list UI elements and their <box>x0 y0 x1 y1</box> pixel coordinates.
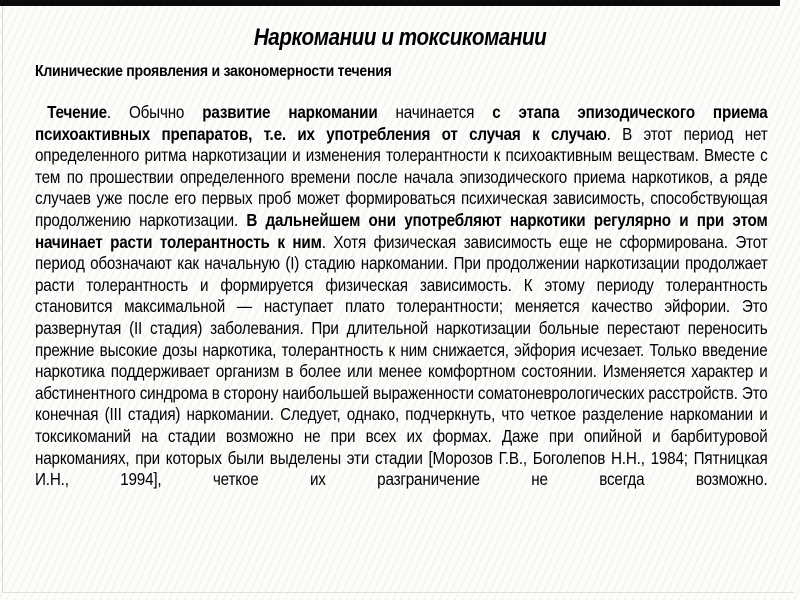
page-title <box>0 24 800 52</box>
page-title-text: Наркомании и токсикомании <box>253 24 547 51</box>
section-heading: Клинические проявления и закономерности течения <box>35 63 392 80</box>
paragraph-run: В дальнейшем они употребляют наркотики регулярно и при этом начинает расти толерантность к ним <box>35 209 768 252</box>
paragraph-run: с этапа эпизодического приема психоактивных препаратов, т.е. их употребления от случая к случаю <box>35 102 768 144</box>
bottom-edge-line <box>2 592 794 593</box>
paragraph-run: развитие наркомании <box>202 102 378 122</box>
paragraph-run: . В этот период нет определенного ритма наркотизации и изменения толерантности к психоактивным веществам. Вместе с тем по прошествии определенного времени после начала эпизодического приема наркотиков, а ряде случаев уже после его первых проб может формироваться психическая зависимость, способствующая продолжению наркотизации. <box>35 123 768 230</box>
paragraph-run: Течение <box>47 102 107 122</box>
top-border-bar <box>0 0 780 6</box>
left-edge-line <box>2 6 3 592</box>
paragraph-run: . Обычно <box>106 102 203 122</box>
paragraph-run: . Хотя физическая зависимость еще не сформирована. Этот период обозначают как начальную (I) стадию наркомании. При продолжении наркотизации продолжает расти толерантность и формируется физическая зависимость. К этому периоду толерантность становится максимальной — наступает плато толерантности; меняется качество эйфории. Это развернутая (II стадия) заболевания. При длительной наркотизации больные перестают переносить прежние высокие дозы наркотика, толерантность к ним снижается, эйфория исчезает. Только введение наркотика поддерживает организм в более или менее комфортном состоянии. Изменяется характер и абстинентного синдрома в сторону наибольшей выраженности соматоневрологических расстройств. Это конечная (III стадия) наркомании. Следует, однако, подчеркнуть, что четкое разделение наркомании и токсикоманий на стадии возможно не при всех их формах. Даже при опийной и барбитуровой наркоманиях, при которых были выделены эти стадии [Морозов Г.В., Боголепов Н.Н., 1984; Пятницкая И.Н., 1994], четкое их разграничение не всегда возможно. <box>35 231 768 490</box>
body-paragraph <box>35 102 768 491</box>
paragraph-run: начинается <box>377 102 493 122</box>
